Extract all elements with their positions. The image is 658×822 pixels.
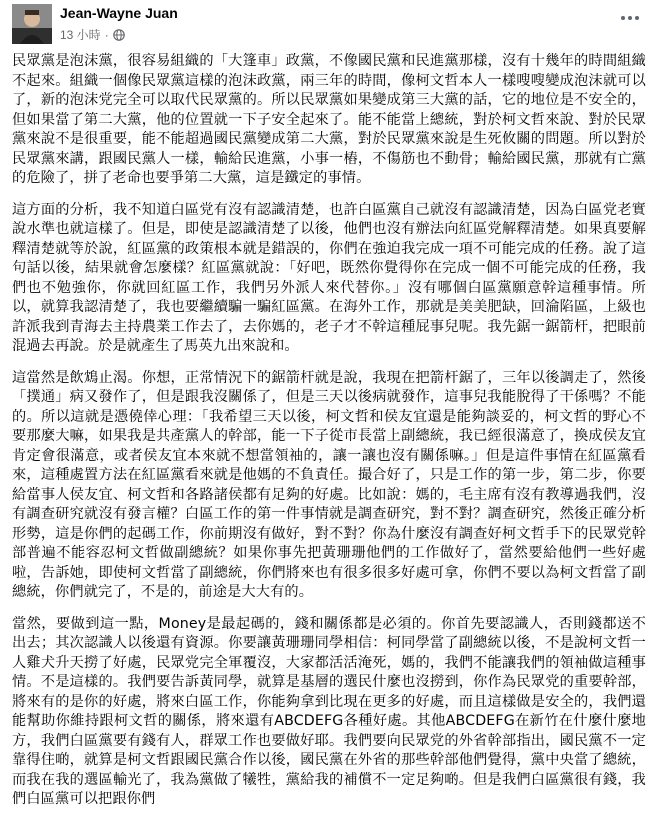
post-paragraph: 民眾黨是泡沫黨，很容易組織的「大篷車」政黨，不像國民黨和民進黨那樣，沒有十幾年的時間組織不起來。組織一個像民眾黨這樣的泡沫政黨，兩三年的時間，像柯文哲本人一樣嗖嗖變成泡沫就可以了，新的泡沫党完全可以取代民眾黨的。所以民眾黨如果變成第三大黨的話，它的地位是不安全的，但如果當了第二大黨，他的位置就一下子安全起來了。能不能當上總統，對於柯文哲來說、對於民眾黨來說不是很重要，能不能超過國民黨變成第二大黨，對於民眾黨來說是生死攸關的問題。所以對於民眾黨來講，跟國民黨人一樣，輸給民進黨，小事一樁，不傷筋也不動骨；輸給國民黨，那就有亡黨的危險了，拼了老命也要爭第二大黨，這是鐵定的事情。	[12, 53, 646, 186]
globe-icon	[113, 29, 125, 41]
post-body	[12, 52, 646, 822]
avatar[interactable]	[12, 4, 52, 44]
post-meta	[60, 26, 125, 43]
post-paragraph: 當然，要做到這一點，Money是最起碼的，錢和關係都是必須的。你首先要認識人，否則錢都送不出去；其次認識人以後還有資源。你要讓黃珊珊同學相信：柯同學當了副總統以後，不是說柯文哲一人雞犬升天撈了好處，民眾党完全軍覆沒，大家都活活淹死，媽的，我們不能讓我們的領袖做這種事情。不是這樣的。我們要告訴黃同學，就算是基層的選民什麼也沒撈到，你作為民眾党的重要幹部，將來有的是你的好處，將來白區工作，你能夠拿到比現在更多的好處，而且這樣做是安全的，我們還能幫助你維持跟柯文哲的關係，將來還有ABCDEFG各種好處。其他ABCDEFG在新竹在什麼什麼地方，我們白區黨要有錢有人，群眾工作也要做好耶。我們要向民眾党的外省幹部指出，國民黨不一定靠得住啲，就算是柯文哲跟國民黨合作以後，國民黨在外省的那些幹部他們覺得，黨中央當了總統，而我在我的選區輸光了，我為黨做了犧牲，黨給我的補償不一定足夠啲。但是我們白區黨很有錢，我們白區黨可以把跟你們	[12, 615, 646, 807]
post-time[interactable]: 13 小時	[60, 28, 101, 42]
post-paragraph: 這當然是飲鴆止渴。你想，正常情況下的鋸箭杆就是說，我現在把箭杆鋸了，三年以後調走了，然後「撲通」病又發作了，但是跟我沒關係了，但是三天以後病就發作，這事兒我能脫得了干係嗎？不能的。所以這就是憑僥倖心理：「我希望三天以後，柯文哲和侯友宜還是能夠談妥的，柯文哲的野心不要那麼大嘛，如果我是共產黨人的幹部，能一下子從市長當上副總統，我已經很滿意了，換成侯友宜肯定會很滿意，或者侯友宜本來就不想當領袖的，讓一讓也沒有關係嘛。」但是這件事情在紅區黨看來，這種處置方法在紅區黨看來就是他媽的不負責任。撮合好了，只是工作的第一步，第二步，你要給當事人侯友宜、柯文哲和各路諸侯都有足夠的好處。比如說：媽的，毛主席有沒有教導過我們，沒有調查研究就沒有發言權？白區工作的第一件事情就是調查研究，對不對？調查研究，然後正確分析形勢，這是你們的起碼工作，你前期沒有做好，對不對？你為什麼沒有調查好柯文哲手下的民眾党幹部普遍不能容忍柯文哲做副總統？如果你事先把黃珊珊他們的工作做好了，當然要給他們一些好處啦，告訴她，即使柯文哲當了副總統，你們將來也有很多很多好處可拿，你們不要以為柯文哲當了副總統，你們就完了，不是的，前途是大大有的。	[12, 369, 646, 600]
more-horizontal-icon[interactable]	[616, 8, 644, 28]
author-name[interactable]: Jean-Wayne Juan	[60, 5, 178, 21]
meta-separator: ·	[104, 27, 109, 42]
post-header	[0, 0, 658, 46]
post-paragraph: 這方面的分析，我不知道白區党有沒有認識清楚，也許白區黨自己就沒有認識清楚，因為白區党老實說水準也就這樣了。但是，即使是認識清楚了以後，他們也沒有辦法向紅區党解釋清楚。如果真要解釋清楚就等於說，紅區黨的政策根本就是錯誤的，你們在強迫我完成一項不可能完成的任務。說了這句話以後，結果就會怎麼樣？紅區黨就說：「好吧，既然你覺得你在完成一個不可能完成的任務，我們也不勉強你，你就回紅區工作，我們另外派人來代替你。」沒有哪個白區黨願意幹這種事情。所以，就算我認清楚了，我也要繼續騙一騙紅區黨。在海外工作，那就是美美肥缺，回淪陷區，上級也許派我到青海去主持農業工作去了，去你媽的，老子才不幹這種屁事兒呢。我先鋸一鋸箭杆，把眼前混過去再說。於是就產生了馬英九出來說和。	[12, 201, 646, 354]
